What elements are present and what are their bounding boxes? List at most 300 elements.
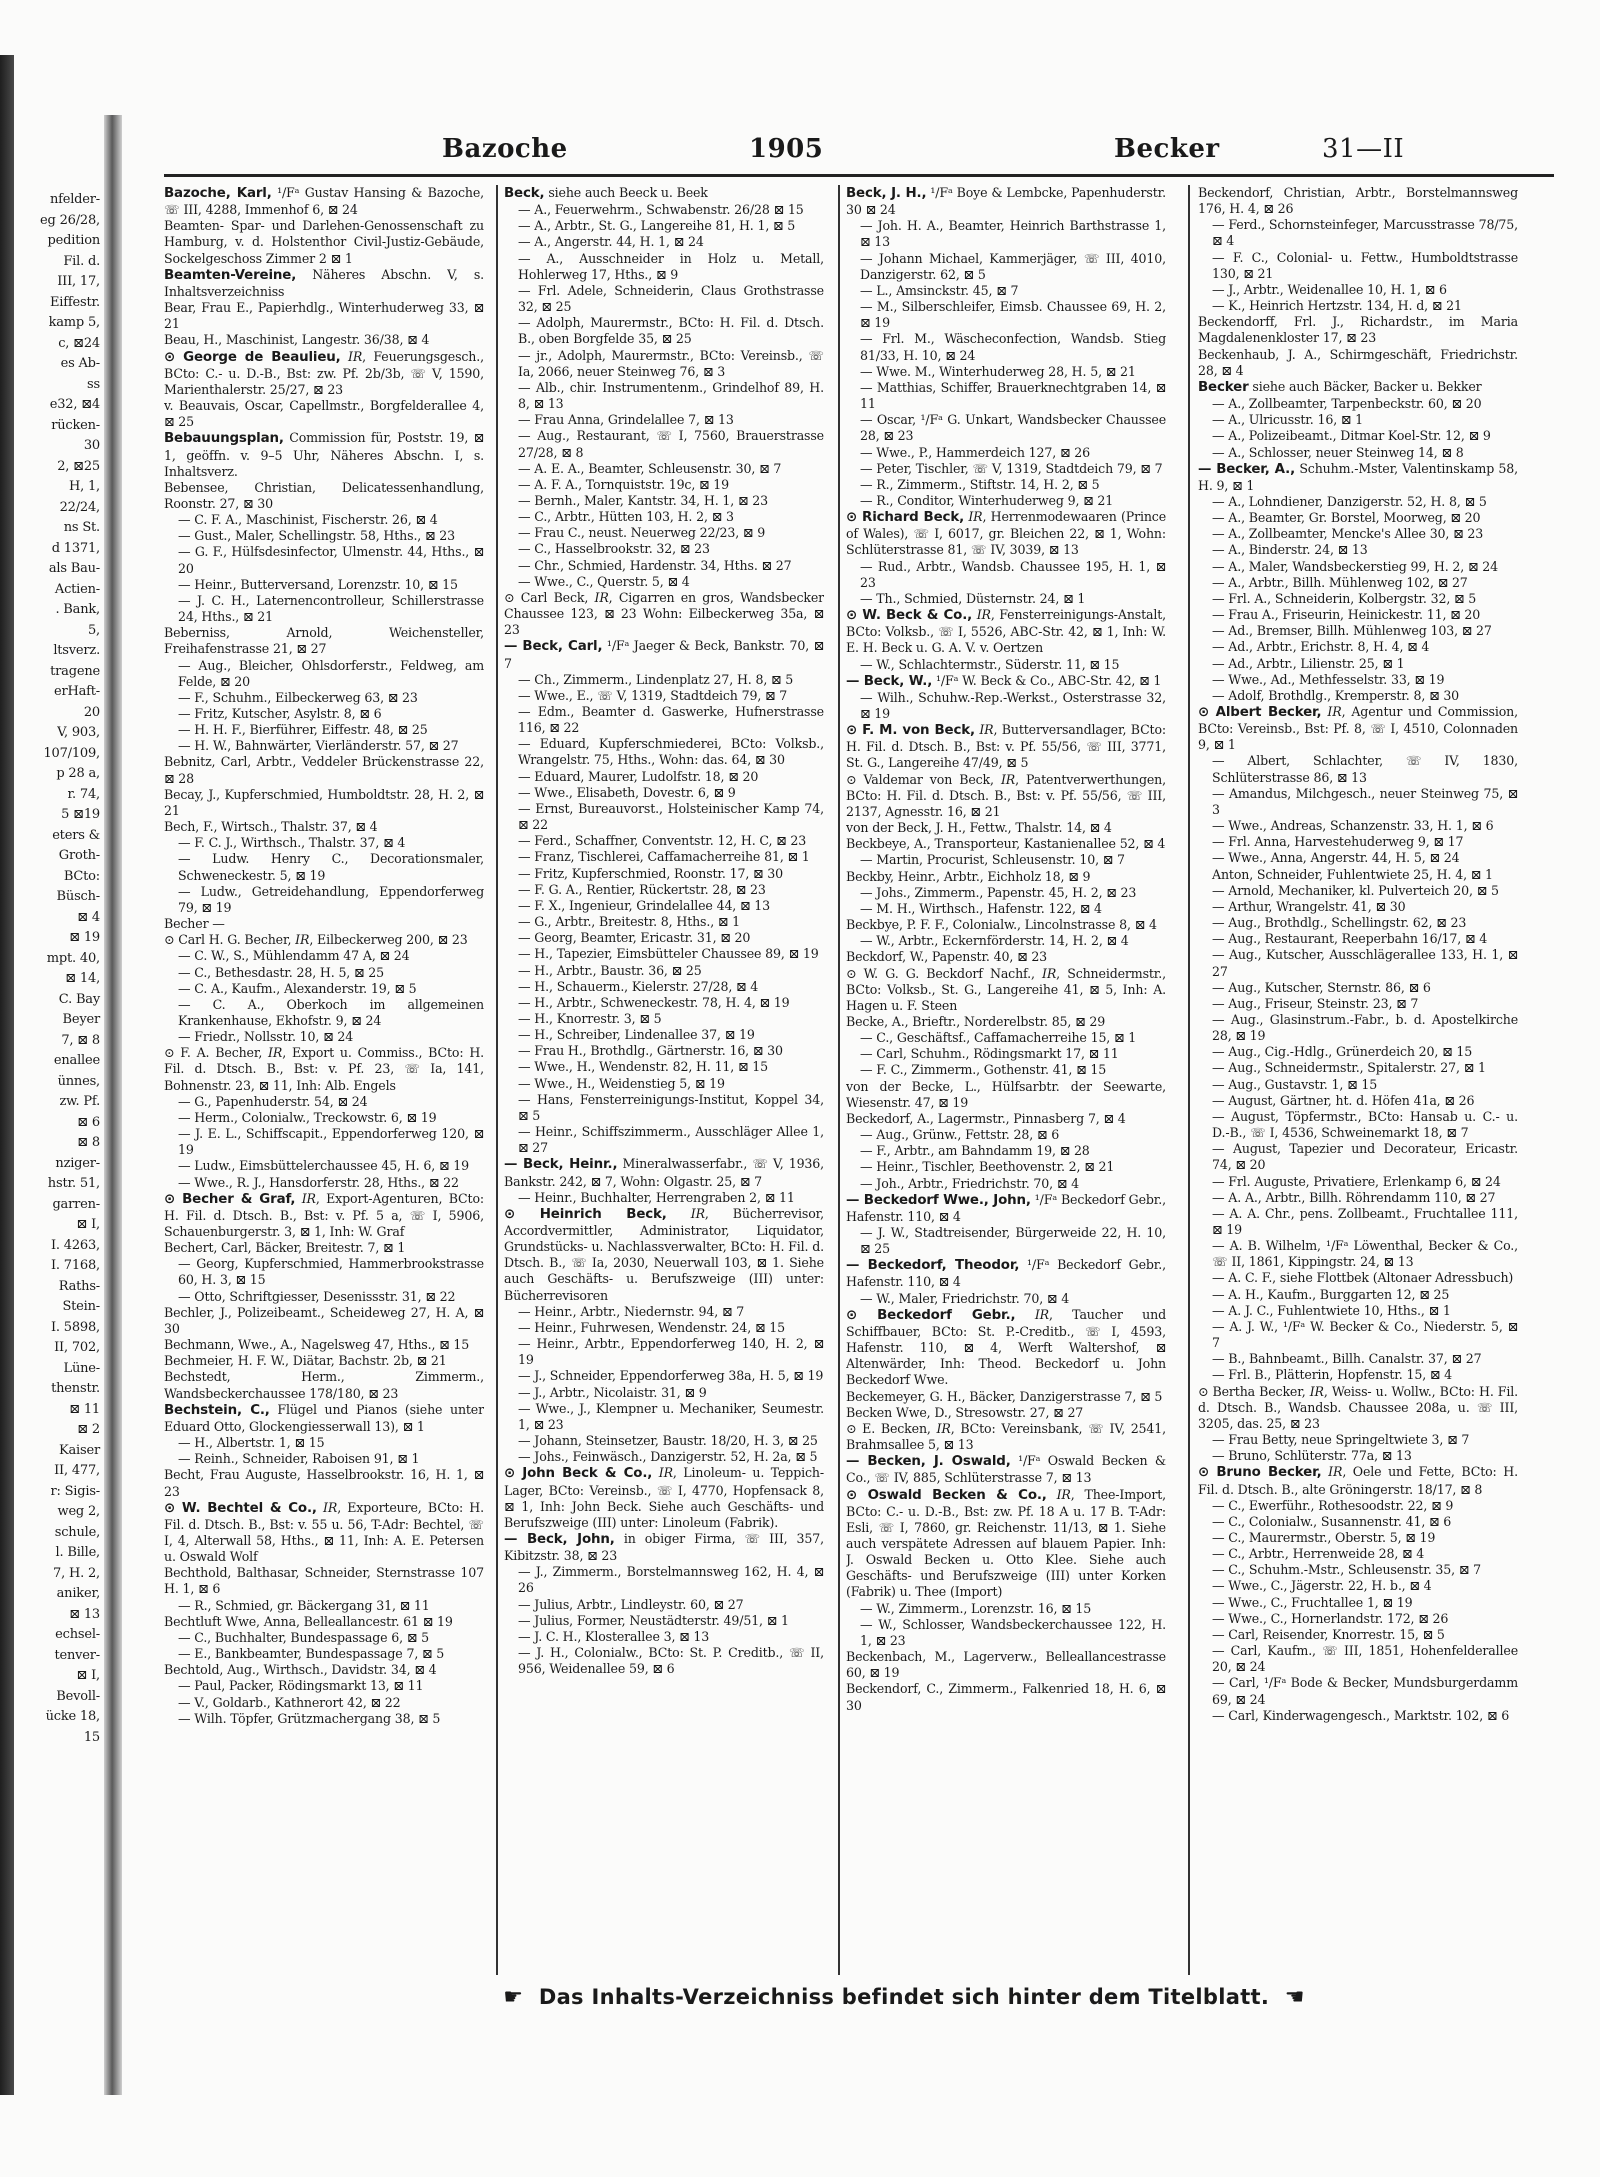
entry-text: — August, Gärtner, ht. d. Höfen 41a, ⊠ 26 — [1212, 1092, 1475, 1108]
directory-entry — [164, 981, 484, 997]
entry-text: — Paul, Packer, Rödingsmarkt 13, ⊠ 11 — [178, 1678, 424, 1694]
directory-entry — [1198, 639, 1518, 655]
entry-text: — Johs., Feinwäsch., Danzigerstr. 52, H. 2a, ⊠ 5 — [518, 1449, 818, 1465]
directory-entry — [164, 1435, 484, 1451]
entry-name: ⊙ W. Bechtel & Co., — [164, 1500, 317, 1516]
fragment-line: d 1371, — [51, 540, 100, 556]
fragment-line: III, 17, — [57, 274, 100, 289]
entry-text: — J. W., Stadtreisender, Bürgerweide 22, H. 10, ⊠ 25 — [860, 1225, 1166, 1257]
entry-name: ⊙ Richard Beck, — [846, 510, 965, 526]
running-header — [124, 130, 1572, 180]
fragment-line: 107/109, — [43, 745, 100, 761]
entry-text: — A. J. C., Fuhlentwiete 10, Hths., ⊠ 1 — [1212, 1302, 1451, 1318]
directory-entry — [1198, 883, 1518, 899]
entry-text: — Aug., Grünw., Fettstr. 28, ⊠ 6 — [860, 1127, 1060, 1143]
entry-text: — A., Arbtr., Billh. Mühlenweg 102, ⊠ 27 — [1212, 574, 1468, 590]
entry-text: 𝐼𝑅, Thee-Import, BCto: C.- u. D.-B., Bst: zw. Pf. 18 A u. 17 B. T-Adr: Esli, ☏ I, 7860, gr. Reichenstr. 11/13, ⊠ 1. Siehe auch verspätete Adressen auf blauem Papier. Inh: J. Oswald Becken u. Otto Klee. Siehe auch Geschäfts- und Berufszweige (III) unter Korken (Fabrik) u. Thee (Import) — [846, 1486, 1166, 1600]
directory-entry — [164, 593, 484, 625]
entry-text: — W., Maler, Friedrichstr. 70, ⊠ 4 — [860, 1290, 1070, 1306]
directory-entry — [846, 1079, 1166, 1111]
entry-text: — Ernst, Bureauvorst., Holsteinischer Kamp 74, ⊠ 22 — [518, 800, 824, 833]
entry-text: — Wwe., H., Weidenstieg 5, ⊠ 19 — [518, 1075, 725, 1091]
directory-entry — [846, 1257, 1166, 1290]
directory-entry — [1198, 1546, 1518, 1562]
fragment-line: V, 903, — [57, 725, 100, 740]
directory-entry — [164, 884, 484, 916]
directory-entry — [164, 1256, 484, 1288]
entry-text: — A., Binderstr. 24, ⊠ 13 — [1212, 542, 1368, 558]
directory-entry — [1198, 834, 1518, 850]
fragment-line: ⊠ 6 — [77, 1114, 100, 1130]
directory-entry — [1198, 867, 1518, 883]
entry-text: in obiger Firma, ☏ III, 357, Kibitzstr. 38, ⊠ 23 — [504, 1530, 824, 1564]
entry-name: ⊙ F. M. von Beck, — [846, 723, 975, 739]
entry-text: — Matthias, Schiffer, Brauerknechtgraben 14, ⊠ 11 — [860, 379, 1166, 412]
directory-entry — [504, 1304, 824, 1320]
entry-text: — Aug., Bleicher, Ohlsdorferstr., Feldweg, am Felde, ⊠ 20 — [178, 657, 484, 689]
fragment-line: hstr. 51, — [47, 1176, 100, 1191]
entry-text: ¹/Fᵃ Oswald Becken & Co., ☏ IV, 885, Schlüterstrasse 7, ⊠ 13 — [846, 1453, 1166, 1486]
directory-entry — [846, 1143, 1166, 1159]
directory-entry — [846, 412, 1166, 444]
directory-entry — [846, 493, 1166, 509]
entry-text: — Frau C., neust. Neuerweg 22/23, ⊠ 9 — [518, 525, 766, 541]
entry-text: — C., Hasselbrookstr. 32, ⊠ 23 — [518, 541, 710, 557]
directory-entry — [846, 1291, 1166, 1307]
entry-text: — R., Zimmerm., Stiftstr. 14, H. 2, ⊠ 5 — [860, 476, 1100, 492]
entry-text: — Aug., Friseur, Steinstr. 23, ⊠ 7 — [1212, 995, 1419, 1011]
entry-text: — A., Ulricusstr. 16, ⊠ 1 — [1212, 412, 1364, 428]
directory-entry — [164, 690, 484, 706]
entry-text: — Wwe., E., ☏ V, 1319, Stadtdeich 79, ⊠ 7 — [518, 687, 788, 703]
entry-text: — Julius, Arbtr., Lindleystr. 60, ⊠ 27 — [518, 1596, 744, 1612]
directory-entry — [846, 1405, 1166, 1421]
entry-text: Bechmeier, H. F. W., Diätar, Bachstr. 2b, ⊠ 21 — [164, 1353, 447, 1369]
pointing-hand-icon: ☛ — [503, 1985, 524, 2010]
column-divider — [496, 185, 498, 1975]
entry-text: — Wwe. M., Winterhuderweg 28, H. 5, ⊠ 21 — [860, 363, 1136, 379]
directory-entry — [504, 525, 824, 541]
directory-entry — [1198, 298, 1518, 314]
directory-entry — [1198, 347, 1518, 379]
directory-entry — [164, 218, 484, 266]
directory-entry — [1198, 753, 1518, 785]
entry-text: — Wwe., C., Jägerstr. 22, H. b., ⊠ 4 — [1212, 1578, 1432, 1594]
entry-name: ⊙ Beckedorf Gebr., — [846, 1307, 1016, 1323]
directory-entry — [504, 979, 824, 995]
entry-text: — A., Arbtr., St. G., Langereihe 81, H. 1, ⊠ 5 — [518, 218, 796, 234]
entry-text: — Aug., Cig.-Hdlg., Grünerdeich 20, ⊠ 15 — [1212, 1044, 1473, 1060]
directory-entry — [164, 1630, 484, 1646]
entry-text: Becht, Frau Auguste, Hasselbrookstr. 16, H. 1, ⊠ 23 — [164, 1467, 484, 1499]
column-3 — [846, 185, 1166, 1975]
entry-text: Beckby, Heinr., Arbtr., Eichholz 18, ⊠ 9 — [846, 868, 1091, 884]
directory-entry — [164, 1402, 484, 1435]
entry-text: Bechtluft Wwe, Anna, Belleallancestr. 61 ⊠ 19 — [164, 1613, 453, 1629]
directory-entry — [846, 1601, 1166, 1617]
directory-entry — [1198, 510, 1518, 526]
fragment-line: Raths- — [58, 1278, 100, 1294]
directory-entry — [504, 1043, 824, 1059]
entry-text: — A. A., Arbtr., Billh. Röhrendamm 110, ⊠ 27 — [1212, 1189, 1496, 1205]
directory-entry — [504, 801, 824, 833]
directory-entry — [164, 1191, 484, 1240]
entry-text: — Wwe., C., Hornerlandstr. 172, ⊠ 26 — [1212, 1610, 1449, 1626]
directory-entry — [846, 1453, 1166, 1486]
entry-name: ⊙ George de Beaulieu, — [164, 349, 341, 365]
directory-entry — [164, 1662, 484, 1678]
directory-entry — [1198, 915, 1518, 931]
directory-entry — [164, 1305, 484, 1337]
directory-entry — [504, 1092, 824, 1124]
entry-text: — C., Colonialw., Susannenstr. 41, ⊠ 6 — [1212, 1513, 1452, 1529]
column-4 — [1198, 185, 1518, 1975]
directory-entry — [504, 1597, 824, 1613]
directory-entry — [504, 428, 824, 460]
entry-text: — F. C., Colonial- u. Fettw., Humboldtstrasse 130, ⊠ 21 — [1212, 249, 1518, 281]
directory-entry — [1198, 1514, 1518, 1530]
fragment-line: weg 2, — [57, 1504, 100, 1519]
directory-entry — [1198, 396, 1518, 412]
directory-entry — [504, 1433, 824, 1449]
fragment-line: Eiffestr. — [50, 294, 100, 310]
fragment-line: ⊠ 14, — [65, 971, 100, 986]
fragment-line: 5 ⊠19 — [61, 807, 100, 822]
entry-text: — C., Buchhalter, Bundespassage 6, ⊠ 5 — [178, 1629, 429, 1645]
directory-entry — [846, 690, 1166, 722]
entry-name: ⊙ W. Beck & Co., — [846, 608, 973, 624]
entry-text: — C., Schuhm.-Mstr., Schleusenstr. 35, ⊠ 7 — [1212, 1562, 1481, 1578]
entry-text: — Frl. B., Plätterin, Hopfenstr. 15, ⊠ 4 — [1212, 1367, 1453, 1383]
entry-text: — A., Angerstr. 44, H. 1, ⊠ 24 — [518, 234, 704, 250]
directory-entry — [504, 509, 824, 525]
entry-text: — Ad., Arbtr., Lilienstr. 25, ⊠ 1 — [1212, 655, 1405, 671]
directory-entry — [846, 1192, 1166, 1225]
entry-text: — Ludw. Henry C., Decorationsmaler, Schweneckestr. 5, ⊠ 19 — [178, 851, 484, 883]
directory-entry — [164, 997, 484, 1029]
directory-entry — [504, 736, 824, 768]
directory-entry — [846, 836, 1166, 852]
fragment-line: e32, ⊠4 — [49, 397, 100, 412]
pointing-hand-icon: ☚ — [1284, 1985, 1305, 2010]
entry-text: — F. C., Zimmerm., Gothenstr. 41, ⊠ 15 — [860, 1062, 1107, 1078]
entry-text: — A., Zollbeamter, Tarpenbeckstr. 60, ⊠ 20 — [1212, 396, 1482, 412]
directory-entry — [1198, 250, 1518, 282]
entry-name: Bazoche, Karl, — [164, 186, 272, 201]
directory-entry — [504, 688, 824, 704]
directory-entry — [504, 541, 824, 557]
entry-text: — Reinh., Schneider, Raboisen 91, ⊠ 1 — [178, 1451, 420, 1467]
fragment-line: ⊠ 13 — [69, 1606, 100, 1622]
entry-text: — A., Maler, Wandsbeckerstieg 99, H. 2, ⊠ 24 — [1212, 558, 1498, 574]
entry-text: — Franz, Tischlerei, Caffamacherreihe 81, ⊠ 1 — [518, 849, 810, 865]
entry-text: 𝐼𝑅, Taucher und Schiffbauer, BCto: St. P.-Creditb., ☏ I, 4593, Hafenstr. 110, ⊠ 4, Werft Waltershof, ⊠ Altenwärder, Inh: Theod. Beckedorf u. John Beckedorf Wwe. — [846, 1306, 1166, 1388]
entry-text: Bechler, J., Polizeibeamt., Scheideweg 27, H. A, ⊠ 30 — [164, 1304, 484, 1336]
directory-entry — [846, 559, 1166, 591]
entry-text: — Heinr., Arbtr., Eppendorferweg 140, H. 2, ⊠ 19 — [518, 1336, 824, 1368]
directory-entry — [846, 607, 1166, 656]
entry-text: — Heinr., Tischler, Beethovenstr. 2, ⊠ 21 — [860, 1159, 1115, 1175]
directory-entry — [846, 299, 1166, 331]
entry-text: — Aug., Schneidermstr., Spitalerstr. 27, ⊠ 1 — [1212, 1060, 1486, 1076]
directory-entry — [504, 1336, 824, 1368]
entry-text: Beckdorf, W., Papenstr. 40, ⊠ 23 — [846, 949, 1048, 965]
directory-entry — [504, 833, 824, 849]
entry-text: Näheres Abschn. V, s. Inhaltsverzeichniss — [164, 266, 484, 299]
entry-text: — Adolph, Maurermstr., BCto: H. Fil. d. Dtsch. B., oben Borgfelde 35, ⊠ 25 — [518, 315, 824, 347]
entry-text: 𝐼𝑅, Linoleum- u. Teppich-Lager, BCto: Vereinsb., ☏ I, 4770, Hopfensack 8, ⊠ 1, Inh: John Beck. Siehe auch Geschäfts- und Berufszweige (III) unter: Linoleum (Fabrik). — [504, 1465, 824, 1530]
directory-entry — [164, 658, 484, 690]
directory-entry — [164, 1158, 484, 1174]
directory-entry — [504, 849, 824, 865]
directory-entry — [1198, 786, 1518, 818]
directory-entry — [164, 1646, 484, 1662]
directory-entry — [1198, 1611, 1518, 1627]
entry-text: — Aug., Restaurant, Reeperbahn 16/17, ⊠ 4 — [1212, 931, 1488, 947]
directory-entry — [164, 1094, 484, 1110]
entry-text: — Heinr., Arbtr., Niedernstr. 94, ⊠ 7 — [518, 1303, 745, 1319]
entry-text: — Hans, Fensterreinigungs-Institut, Koppel 34, ⊠ 5 — [518, 1091, 824, 1123]
directory-entry — [1198, 688, 1518, 704]
fragment-line: C. Bay — [58, 991, 100, 1007]
entry-text: — H., Tapezier, Eimsbütteler Chaussee 89, ⊠ 19 — [518, 946, 819, 962]
directory-entry — [504, 590, 824, 638]
column-2 — [504, 185, 824, 1975]
directory-entry — [504, 1124, 824, 1156]
directory-entry — [164, 722, 484, 738]
page-number: 31—II — [1322, 134, 1405, 164]
entry-text: — Frau A., Friseurin, Heinickestr. 11, ⊠ 20 — [1212, 607, 1481, 623]
entry-text: — Rud., Arbtr., Wandsb. Chaussee 195, H. 1, ⊠ 23 — [860, 558, 1166, 590]
entry-text: — August, Töpfermstr., BCto: Hansab u. C.- u. D.-B., ☏ I, 4536, Schweinemarkt 18, ⊠ 7 — [1212, 1108, 1518, 1141]
fragment-line: 5, — [87, 622, 100, 638]
directory-entry — [504, 283, 824, 315]
entry-text: — J., Schneider, Eppendorferweg 38a, H. 5, ⊠ 19 — [518, 1368, 824, 1384]
directory-entry — [1198, 607, 1518, 623]
entry-text: — H., Schreiber, Lindenallee 37, ⊠ 19 — [518, 1027, 755, 1043]
entry-text: — H., Schauerm., Kielerstr. 27/28, ⊠ 4 — [518, 978, 759, 994]
entry-text: — Chr., Schmied, Hardenstr. 34, Hths. ⊠ 27 — [518, 557, 792, 573]
directory-entry — [504, 202, 824, 218]
directory-entry — [1198, 461, 1518, 494]
entry-name: — Beck, Heinr., — [504, 1157, 618, 1173]
entry-text: — Joh. H. A., Beamter, Heinrich Barthstrasse 1, ⊠ 13 — [860, 218, 1166, 250]
directory-entry — [846, 1127, 1166, 1143]
directory-entry — [164, 349, 484, 398]
entry-text: — Aug., Kutscher, Sternstr. 86, ⊠ 6 — [1212, 979, 1431, 995]
entry-text: — Edm., Beamter d. Gaswerke, Hufnerstrasse 116, ⊠ 22 — [518, 704, 824, 736]
directory-entry — [164, 916, 484, 932]
directory-entry — [1198, 947, 1518, 979]
fragment-line: ss — [87, 376, 100, 392]
directory-entry — [1198, 1319, 1518, 1351]
fragment-line: 30 — [83, 438, 100, 453]
directory-entry — [164, 1614, 484, 1630]
entry-text: — Johann, Steinsetzer, Baustr. 18/20, H. 3, ⊠ 25 — [518, 1433, 818, 1449]
directory-entry — [164, 625, 484, 657]
entry-text: ⊙ W. G. G. Beckdorf Nachf., 𝐼𝑅, Schneidermstr., BCto: Volksb., St. G., Langereihe 41, ⊠ 5, Inh: A. Hagen u. F. Steen — [846, 965, 1166, 1013]
directory-entry — [164, 1289, 484, 1305]
entry-name: — Beck, Carl, — [504, 639, 603, 655]
entry-text: — A. E. A., Beamter, Schleusenstr. 30, ⊠ 7 — [518, 460, 782, 476]
entry-name: — Beckedorf, Theodor, — [846, 1258, 1020, 1274]
entry-text: Beckenhaub, J. A., Schirmgeschäft, Friedrichstr. 28, ⊠ 4 — [1198, 346, 1518, 378]
entry-text: — jr., Adolph, Maurermstr., BCto: Vereinsb., ☏ Ia, 2066, neuer Steinweg 76, ⊠ 3 — [518, 347, 824, 379]
directory-entry — [846, 331, 1166, 363]
footer-text: Das Inhalts-Verzeichniss befindet sich hinter dem Titelblatt. — [538, 1985, 1270, 2009]
entry-text: — Ch., Zimmerm., Lindenplatz 27, H. 8, ⊠ 5 — [518, 671, 794, 687]
entry-name: Bebauungsplan, — [164, 431, 284, 447]
directory-entry — [504, 348, 824, 380]
entry-text: — A., Lohndiener, Danzigerstr. 52, H. 8, ⊠ 5 — [1212, 493, 1487, 509]
directory-entry — [1198, 980, 1518, 996]
directory-entry — [504, 1613, 824, 1629]
entry-text: Becay, J., Kupferschmied, Humboldtstr. 28, H. 2, ⊠ 21 — [164, 786, 484, 818]
fragment-line: Kaiser — [59, 1442, 100, 1458]
directory-entry — [504, 574, 824, 590]
directory-entry — [1198, 494, 1518, 510]
entry-text: Beckedorf, A., Lagermstr., Pinnasberg 7, ⊠ 4 — [846, 1110, 1126, 1126]
entry-text: ¹/Fᵃ W. Beck & Co., ABC-Str. 42, ⊠ 1 — [936, 672, 1162, 688]
entry-text: — W., Schlachtermstr., Süderstr. 11, ⊠ 15 — [860, 656, 1120, 672]
directory-entry — [846, 1389, 1166, 1405]
directory-entry — [1198, 899, 1518, 915]
fragment-line: Beyer — [62, 1012, 100, 1027]
directory-entry — [504, 1449, 824, 1465]
directory-entry — [504, 1156, 824, 1189]
directory-entry — [1198, 428, 1518, 444]
entry-text: ¹/Fᵃ Beckedorf Gebr., Hafenstr. 110, ⊠ 4 — [846, 1257, 1166, 1290]
fragment-line: ltsverz. — [53, 643, 100, 658]
entry-text: — Adolf, Brothdlg., Kremperstr. 8, ⊠ 30 — [1212, 687, 1460, 703]
entry-text: — J., Arbtr., Nicolaistr. 31, ⊠ 9 — [518, 1384, 707, 1400]
directory-entry — [164, 332, 484, 348]
entry-text: — Wilh. Töpfer, Grützmachergang 38, ⊠ 5 — [178, 1710, 441, 1726]
directory-entry — [846, 1487, 1166, 1601]
directory-entry — [846, 1617, 1166, 1649]
directory-entry — [504, 785, 824, 801]
entry-text: Bebensee, Christian, Delicatessenhandlung, Roonstr. 27, ⊠ 30 — [164, 479, 484, 511]
directory-entry — [1198, 1643, 1518, 1675]
directory-entry — [504, 1564, 824, 1596]
entry-text: Beckbye, P. F. F., Colonialw., Lincolnstrasse 8, ⊠ 4 — [846, 917, 1157, 933]
directory-entry — [846, 657, 1166, 673]
header-last-entry: Becker — [1114, 134, 1220, 164]
directory-entry — [504, 1011, 824, 1027]
entry-text: ¹/Fᵃ Beckedorf Gebr., Hafenstr. 110, ⊠ 4 — [846, 1191, 1166, 1224]
directory-entry — [1198, 412, 1518, 428]
directory-entry — [1198, 1060, 1518, 1076]
entry-text: — C., Maurermstr., Oberstr. 5, ⊠ 19 — [1212, 1529, 1436, 1545]
fragment-line: ⊠ 19 — [69, 930, 100, 945]
entry-text: Bechmann, Wwe., A., Nagelsweg 47, Hths., ⊠ 15 — [164, 1337, 470, 1353]
directory-entry — [1198, 656, 1518, 672]
directory-entry — [504, 1190, 824, 1206]
entry-text: Bechtold, Aug., Wirthsch., Davidstr. 34, ⊠ 4 — [164, 1662, 437, 1678]
entry-text: — Heinr., Fuhrwesen, Wendenstr. 24, ⊠ 15 — [518, 1319, 785, 1335]
entry-text: Becken Wwe, D., Stresowstr. 27, ⊠ 27 — [846, 1404, 1084, 1420]
entry-text: — L., Amsinckstr. 45, ⊠ 7 — [860, 282, 1019, 298]
directory-entry — [846, 1159, 1166, 1175]
entry-text: Mineralwasserfabr., ☏ V, 1936, Bankstr. 242, ⊠ 7, Wohn: Olgastr. 25, ⊠ 7 — [504, 1156, 824, 1189]
directory-entry — [1198, 1595, 1518, 1611]
directory-entry — [164, 851, 484, 883]
entry-text: — C. W., S., Mühlendamm 47 A, ⊠ 24 — [178, 948, 410, 964]
entry-text: — Frl. M., Wäscheconfection, Wandsb. Stieg 81/33, H. 10, ⊠ 24 — [860, 331, 1166, 363]
directory-entry — [1198, 672, 1518, 688]
fragment-line: thenstr. — [51, 1381, 100, 1396]
entry-text: — H., Knorrestr. 3, ⊠ 5 — [518, 1010, 662, 1026]
entry-text: — Eduard, Kupferschmiederei, BCto: Volksb., Wrangelstr. 75, Hths., Wohn: das. 64, ⊠ 30 — [518, 736, 824, 768]
fragment-line: ⊠ 8 — [77, 1135, 100, 1150]
entry-text: — Aug., Brothdlg., Schellingstr. 62, ⊠ 23 — [1212, 915, 1467, 931]
directory-entry — [1198, 1174, 1518, 1190]
entry-text: — Aug., Glasinstrum.-Fabr., b. d. Apostelkirche 28, ⊠ 19 — [1212, 1011, 1518, 1044]
entry-text: — Fritz, Kupferschmied, Roonstr. 17, ⊠ 30 — [518, 865, 784, 881]
entry-text: — Wwe., Elisabeth, Dovestr. 6, ⊠ 9 — [518, 784, 736, 800]
directory-entry — [1198, 542, 1518, 558]
directory-entry — [1198, 996, 1518, 1012]
entry-text: — R., Conditor, Winterhuderweg 9, ⊠ 21 — [860, 492, 1114, 508]
directory-entry — [164, 480, 484, 512]
directory-entry — [846, 1176, 1166, 1192]
entry-name: Bechstein, C., — [164, 1402, 270, 1418]
directory-entry — [504, 477, 824, 493]
directory-entry — [164, 819, 484, 835]
entry-text: v. Beauvais, Oscar, Capellmstr., Borgfelderallee 4, ⊠ 25 — [164, 398, 484, 430]
entry-name: Beamten-Vereine, — [164, 267, 297, 283]
entry-text: — Carl, ¹/Fᵃ Bode & Becker, Mundsburgerdamm 69, ⊠ 24 — [1212, 1675, 1518, 1707]
entry-text: — Eduard, Maurer, Ludolfstr. 18, ⊠ 20 — [518, 768, 759, 784]
entry-text: — H. W., Bahnwärter, Vierländerstr. 57, ⊠ 27 — [178, 738, 459, 754]
entry-text: — Frau Anna, Grindelallee 7, ⊠ 13 — [518, 412, 734, 428]
directory-entry — [164, 1598, 484, 1614]
previous-page-fragment — [14, 190, 104, 2050]
entry-text: — M., Silberschleifer, Eimsb. Chaussee 69, H. 2, ⊠ 19 — [860, 299, 1166, 331]
entry-text: — Wwe., Andreas, Schanzenstr. 33, H. 1, ⊠ 6 — [1212, 818, 1494, 834]
entry-text: — Wwe., J., Klempner u. Mechaniker, Seumestr. 1, ⊠ 23 — [518, 1400, 824, 1432]
directory-entry — [1198, 1578, 1518, 1594]
entry-text: — Frau H., Brothdlg., Gärtnerstr. 16, ⊠ 30 — [518, 1043, 783, 1059]
fragment-line: 15 — [83, 1729, 100, 1745]
directory-entry — [164, 544, 484, 576]
fragment-line: I. 5898, — [50, 1319, 100, 1335]
footer-note — [404, 1985, 1404, 2010]
entry-name: — Beck, John, — [504, 1531, 615, 1547]
entry-text: — Frl. Anna, Harvestehuderweg 9, ⊠ 17 — [1212, 834, 1464, 850]
directory-entry — [164, 1240, 484, 1256]
fragment-line: Fil. d. — [63, 253, 100, 269]
binding-edge — [0, 55, 14, 2095]
entry-text: — K., Heinrich Hertzstr. 134, H. d, ⊠ 21 — [1212, 298, 1462, 314]
fragment-line: zw. Pf. — [59, 1094, 100, 1109]
entry-text: — Wilh., Schuhw.-Rep.-Werkst., Osterstrasse 32, ⊠ 19 — [860, 689, 1166, 721]
directory-entry — [1198, 1448, 1518, 1464]
entry-text: — Wwe., C., Querstr. 5, ⊠ 4 — [518, 573, 690, 589]
entry-text: — Wwe., C., Fruchtallee 1, ⊠ 19 — [1212, 1594, 1413, 1610]
entry-text: — Albert, Schlachter, ☏ IV, 1830, Schlüterstrasse 86, ⊠ 13 — [1212, 753, 1518, 785]
fragment-line: p 28 a, — [56, 766, 100, 781]
directory-entry — [164, 754, 484, 786]
directory-entry — [164, 1337, 484, 1353]
directory-entry — [1198, 704, 1518, 753]
fragment-line: garren- — [52, 1196, 100, 1212]
entry-text: 𝐼𝑅, Feuerungsgesch., BCto: C.- u. D.-B., Bst: zw. Pf. 2b/3b, ☏ V, 1590, Marienthalerstr. 25/27, ⊠ 23 — [164, 348, 484, 397]
entry-text: Beau, H., Maschinist, Langestr. 36/38, ⊠ 4 — [164, 332, 430, 348]
directory-entry — [846, 380, 1166, 412]
fragment-line: eters & — [52, 827, 100, 843]
entry-text: Flügel und Pianos (siehe unter Eduard Otto, Glockengiesserwall 13), ⊠ 1 — [164, 1401, 484, 1434]
